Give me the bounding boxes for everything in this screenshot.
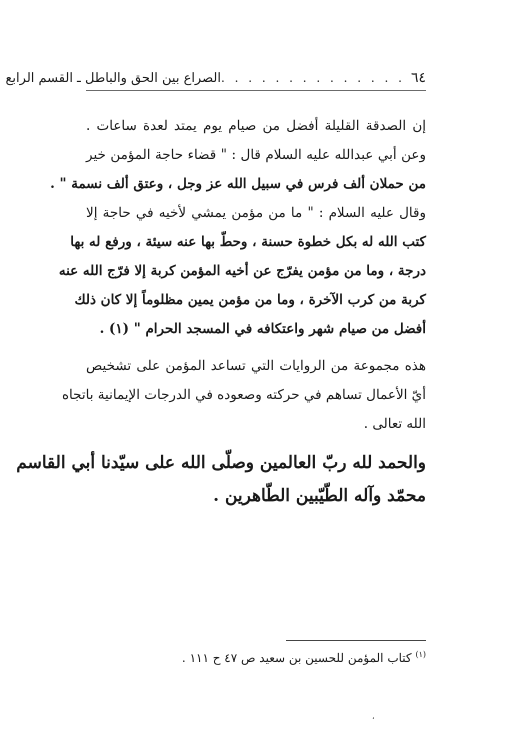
footnote-rule [286,640,426,641]
page-mark: ، [372,712,375,721]
text-line: كربة من كرب الآخرة ، وما من مؤمن يمين مظلوماً إلا كان ذلك [74,292,426,308]
header-title: الصراع بين الحق والباطل ـ القسم الرابع [5,70,221,86]
footnote [86,650,426,665]
text-line: إن الصدقة القليلة أفضل من صيام يوم يمتد لعدة ساعات . [86,118,426,134]
text-line: أيّ الأعمال تساهم في حركته وصعوده في الدرجات الإيمانية باتجاه [61,387,426,403]
text-line: وعن أبي عبدالله عليه السلام قال : " قضاء حاجة المؤمن خير [86,147,426,163]
text-line: كتب الله له بكل خطوة حسنة ، وحطّ بها عنه سيئة ، ورفع له بها [70,234,426,250]
closing-line: محمّد وآله الطّيّبين الطّاهرين . [213,486,426,506]
page-number: ٦٤ [410,70,426,86]
closing-line: والحمد لله ربّ العالمين وصلّى الله على سيّدنا أبي القاسم [16,453,426,473]
text-line: هذه مجموعة من الروايات التي تساعد المؤمن على تشخيص [86,358,426,374]
text-line: درجة ، وما من مؤمن يفرّج عن أخيه المؤمن كربة إلا فرّج الله عنه [58,263,426,279]
text-line: أفضل من صيام شهر واعتكافه في المسجد الحرام " (١) . [99,321,426,337]
text-line: من حملان ألف فرس في سبيل الله عز وجل ، وعتق ألف نسمة " . [50,176,426,192]
footnote-text: كتاب المؤمن للحسين بن سعيد ص ٤٧ ح ١١١ . [181,651,412,665]
text-line: وقال عليه السلام : " ما من مؤمن يمشي لأخيه في حاجة إلا [86,205,426,221]
header-rule [86,90,426,91]
footnote-marker: (١) [415,650,426,659]
header-dots: . . . . . . . . . . . . . . [220,71,405,85]
running-header [5,68,426,88]
text-line: الله تعالى . [363,416,426,432]
body-text [16,112,426,513]
